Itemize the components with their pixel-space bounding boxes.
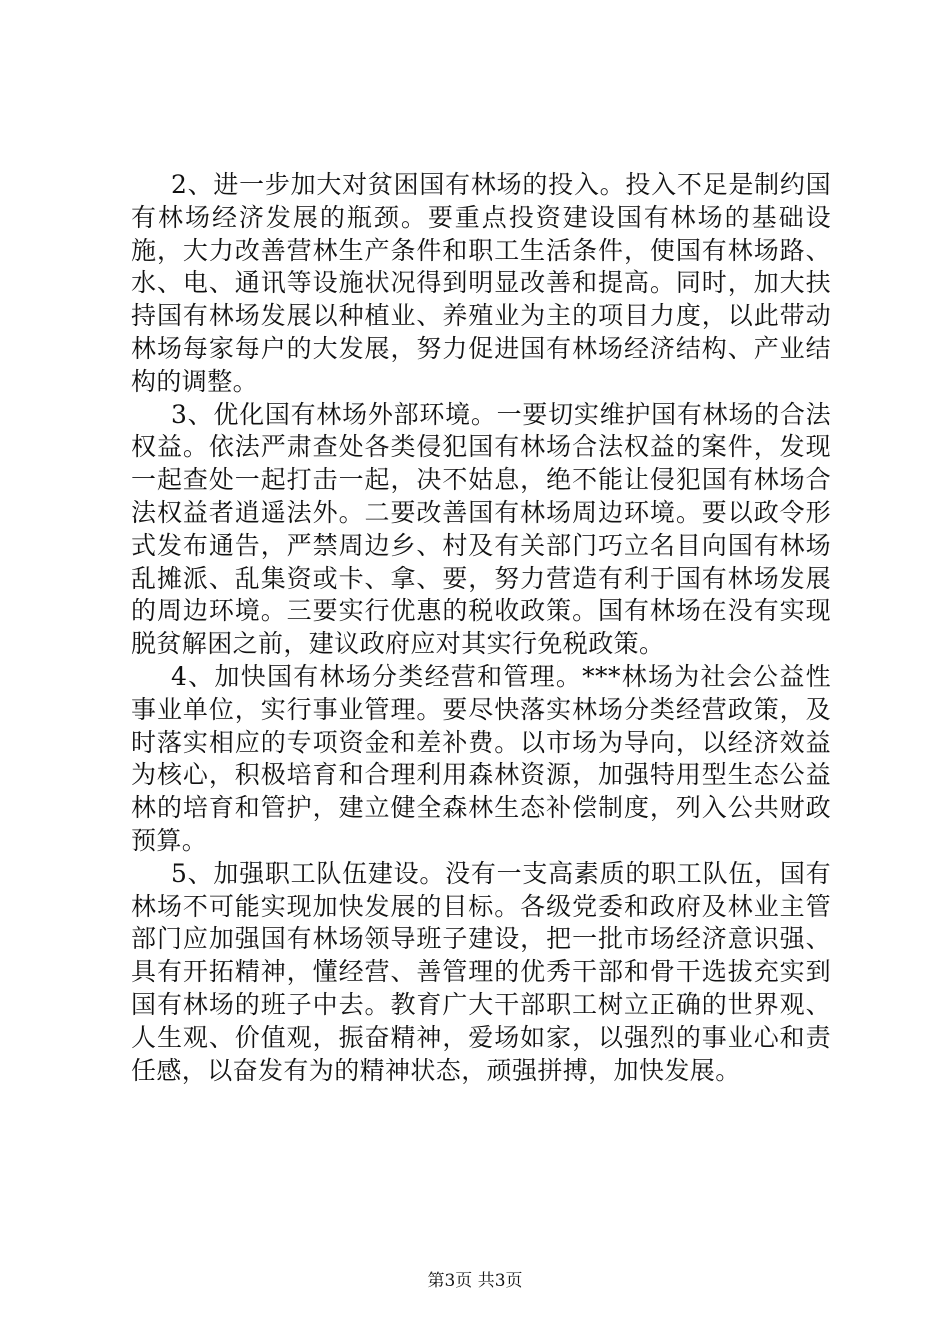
document-body <box>131 169 831 1087</box>
paragraph-2: 2、进一步加大对贫困国有林场的投入。投入不足是制约国有林场经济发展的瓶颈。要重点投资建设国有林场的基础设施，大力改善营林生产条件和职工生活条件，使国有林场路、水、电、通讯等设施状况得到明显改善和提高。同时，加大扶持国有林场发展以种植业、养殖业为主的项目力度，以此带动林场每家每户的大发展，努力促进国有林场经济结构、产业结构的调整。 <box>131 170 831 396</box>
paragraph-5: 5、加强职工队伍建设。没有一支高素质的职工队伍，国有林场不可能实现加快发展的目标。各级党委和政府及林业主管部门应加强国有林场领导班子建设，把一批市场经济意识强、具有开拓精神，懂经营、善管理的优秀干部和骨干选拔充实到国有林场的班子中去。教育广大干部职工树立正确的世界观、人生观、价值观，振奋精神，爱场如家，以强烈的事业心和责任感，以奋发有为的精神状态，顽强拼搏，加快发展。 <box>131 858 831 1085</box>
paragraph-3: 3、优化国有林场外部环境。一要切实维护国有林场的合法权益。依法严肃查处各类侵犯国有林场合法权益的案件，发现一起查处一起打击一起，决不姑息，绝不能让侵犯国有林场合法权益者逍遥法外。二要改善国有林场周边环境。要以政令形式发布通告，严禁周边乡、村及有关部门巧立名目向国有林场乱摊派、乱集资或卡、拿、要，努力营造有利于国有林场发展的周边环境。三要实行优惠的税收政策。国有林场在没有实现脱贫解困之前，建议政府应对其实行免税政策。 <box>131 399 831 659</box>
paragraph-4: 4、加快国有林场分类经营和管理。***林场为社会公益性事业单位，实行事业管理。要尽快落实林场分类经营政策，及时落实相应的专项资金和差补费。以市场为导向，以经济效益为核心，积极培育和合理利用森林资源，加强特用型生态公益林的培育和管护，建立健全森林生态补偿制度，列入公共财政预算。 <box>131 661 831 855</box>
page-number-footer: 第3页 共3页 <box>427 1271 523 1291</box>
